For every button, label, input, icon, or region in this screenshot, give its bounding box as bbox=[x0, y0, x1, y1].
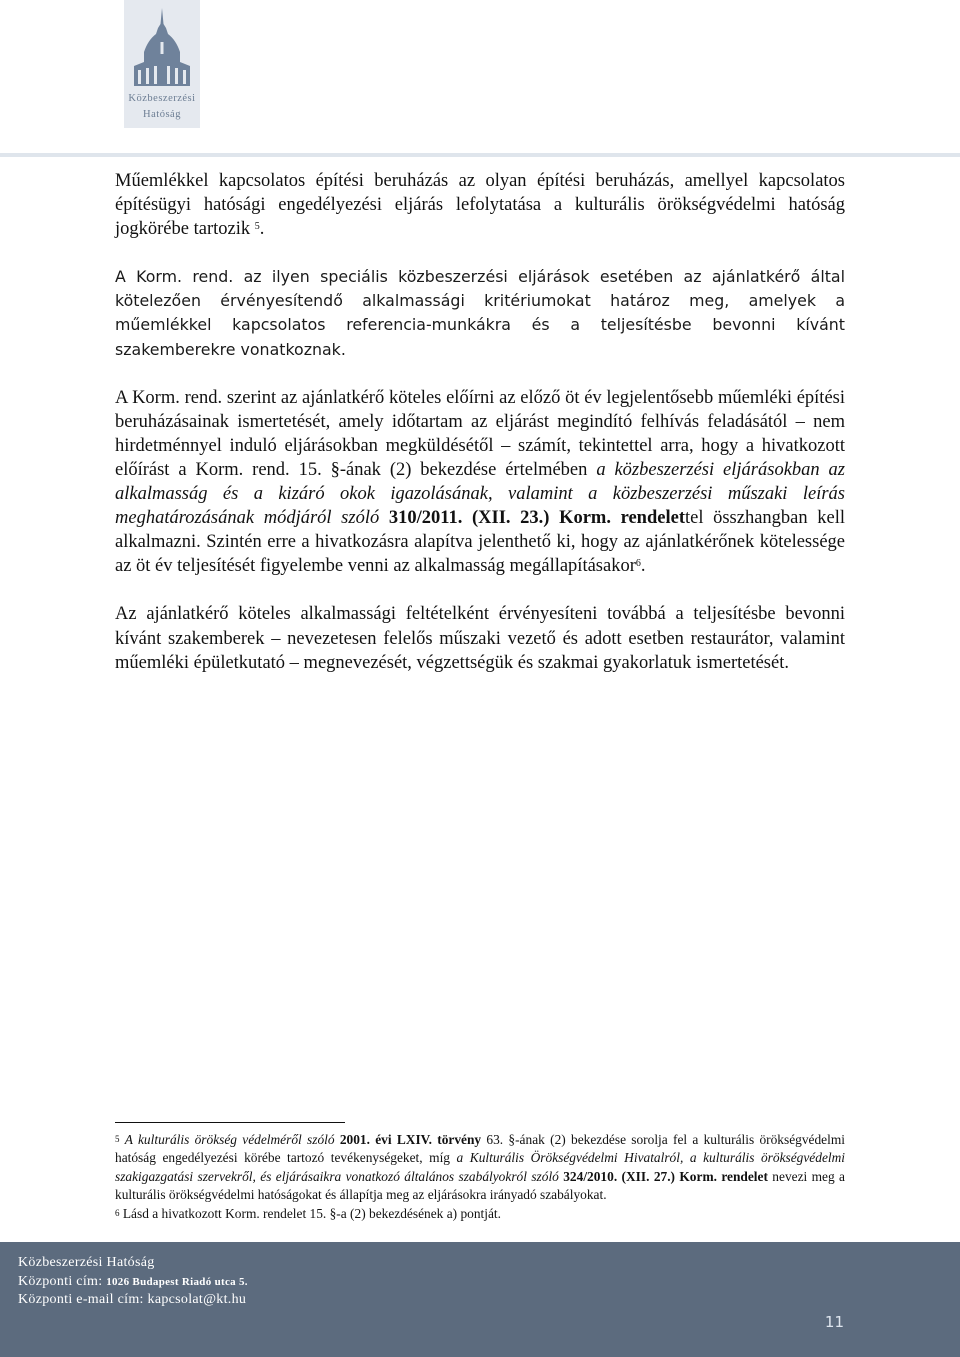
page-footer bbox=[0, 1242, 960, 1357]
logo-title-line1: Közbeszerzési bbox=[128, 93, 196, 104]
footnote-ref-5[interactable]: 5 bbox=[254, 221, 260, 233]
footer-org-name: Közbeszerzési Hatóság bbox=[18, 1255, 155, 1270]
logo-title-line2: Hatóság bbox=[143, 109, 181, 120]
paragraph-4: Az ajánlatkérő köteles alkalmassági feltételként érvényesíteni továbbá a teljesítésbe bevonni kívánt szakemberek – nevezetesen felelős műszaki vezető és adott esetben restaurátor, valamint műemléki épületkutató – megnevezését, végzettségük és szakmai gyakorlatuk ismertetését. bbox=[115, 604, 845, 673]
footer-email-link[interactable]: kapcsolat@kt.hu bbox=[147, 1292, 247, 1307]
footer-address: Központi cím: 1026 Budapest Riadó utca 5. bbox=[18, 1273, 248, 1289]
page-number: 11 bbox=[824, 1313, 844, 1331]
footnote-divider bbox=[115, 1122, 345, 1123]
paragraph-1: Műemlékkel kapcsolatos építési beruházás az olyan építési beruházás, amellyel kapcsolatos építésügyi hatósági engedélyezési eljárás lefolytatása a kulturális örökségvédelmi hatóság jogkörébe tartozik $^5$. bbox=[115, 171, 845, 240]
footnote-ref-6[interactable]: 6 bbox=[635, 558, 641, 570]
paragraph-2: A Korm. rend. az ilyen speciális közbeszerzési eljárások esetében az ajánlatkérő által kötelezően érvényesítendő alkalmassági kritériumokat határoz meg, amelyek a műemlékkel kapcsolatos referencia-munkákra és a teljesítésbe bevonni kívánt szakemberekre vonatkoznak. bbox=[115, 267, 845, 359]
header-logo bbox=[124, 0, 200, 128]
footnote-5: $^5$ A kulturális örökség védelméről szóló 2001. évi LXIV. törvény 63. §-ának (2) bekezdése sorolja fel a kulturális örökségvédelmi hatóság engedélyezési körébe tartozó tevékenységeket, míg a Kulturális Örökségvédelmi Hivatalról, a kulturális örökségvédelmi szakigazgatási szervekről, és eljárásaikra vonatkozó általános szabályokról szóló 324/2010. (XII. 27.) Korm. rendelet nevezi meg a kulturális örökségvédelmi hatóságokat és állapítja meg az eljárásokra irányadó szabályokat. bbox=[115, 1132, 846, 1203]
footnote-6: $^6$ Lásd a hivatkozott Korm. rendelet 15. §-a (2) bekezdésének a) pontját. bbox=[115, 1205, 502, 1221]
document-body bbox=[115, 169, 845, 675]
footer-email: Központi e-mail cím: kapcsolat@kt.hu bbox=[18, 1292, 247, 1307]
header-divider bbox=[0, 153, 960, 157]
footnotes bbox=[115, 1131, 845, 1223]
parliament-dome-icon bbox=[124, 0, 200, 90]
paragraph-3: A Korm. rend. szerint az ajánlatkérő köteles előírni az előző öt év legjelentősebb műemléki építési beruházásainak ismertetését, amely időtartam az eljárást megindító felhívás feladásától – nem hirdetménnyel induló eljárásokban megküldésétől – számít, tekintettel arra, hogy a hivatkozott előírást a Korm. rend. 15. §-ának (2) bekezdése értelmében a közbeszerzési eljárásokban az alkalmasság és a kizáró okok igazolásának, valamint a közbeszerzési műszaki leírás meghatározásának módjáról szóló 310/2011. (XII. 23.) Korm. rendelettel összhangban kell alkalmazni. Szintén erre a hivatkozásra alapítva jelenthető ki, hogy az ajánlatkérőnek kötelessége az öt év teljesítését figyelembe venni az alkalmasság megállapításakor$^6$. bbox=[115, 387, 846, 577]
